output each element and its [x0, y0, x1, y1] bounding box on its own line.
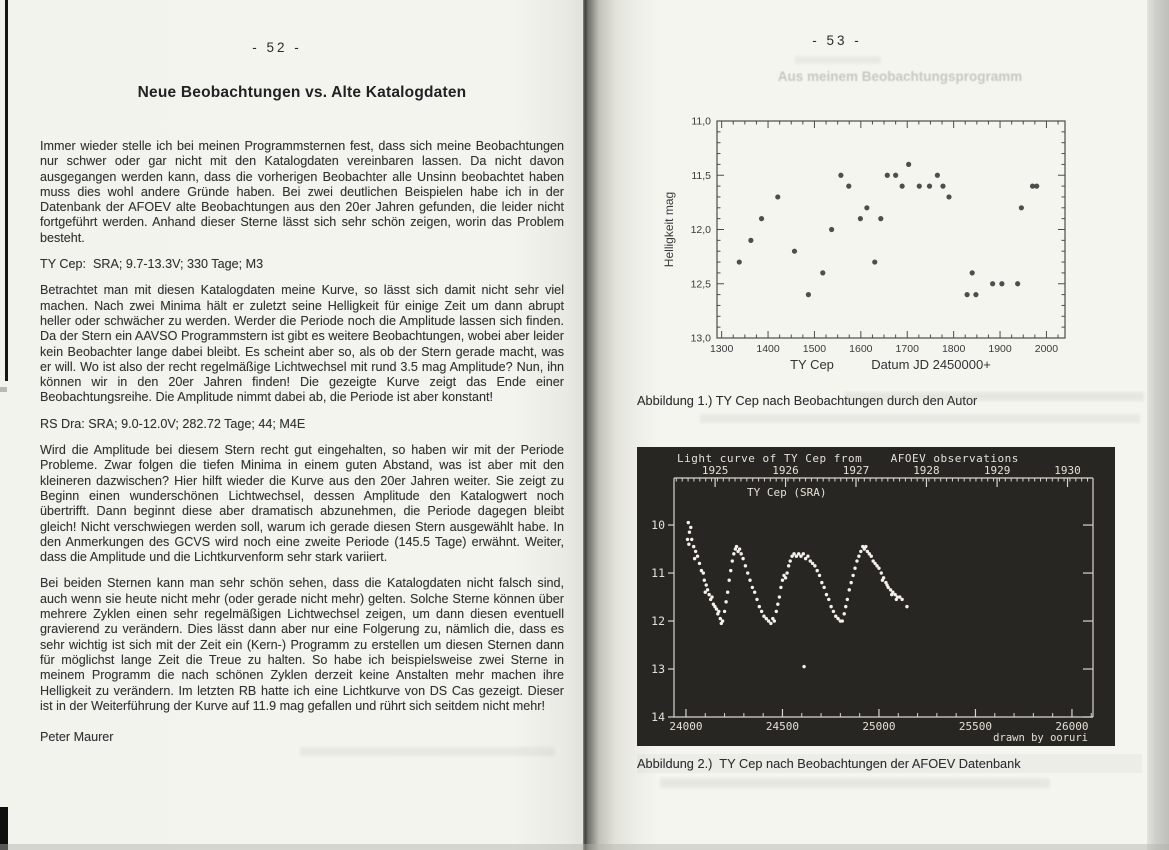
- svg-text:TY Cep (SRA): TY Cep (SRA): [747, 486, 827, 499]
- page-number-53: - 53 -: [812, 33, 862, 48]
- paragraph-intro: Immer wieder stelle ich bei meinen Programmsternen fest, dass sich meine Beobachtungen nur schwer oder gar nicht mit den Katalogdaten vereinbaren lassen. Da nicht davon ausgegangen werden kann, dass die vorherigen Beobachter alle Unsinn beobachtet haben muss dies wohl andere Gründe haben. Bei zwei deutlichen Beispielen habe ich in der Datenbank der AFOEV alte Beobachtungen aus den 20er Jahren gefunden, die leider nicht fortgeführt werden. Anhand dieser Sterne lässt sich sehr schön zeigen, worin das Problem besteht.: [40, 139, 564, 245]
- svg-text:11,0: 11,0: [691, 115, 711, 128]
- bleed-through-text-artifact: [660, 778, 1050, 788]
- svg-text:2000: 2000: [1034, 343, 1059, 355]
- svg-text:1929: 1929: [983, 464, 1011, 477]
- paragraph-rs-dra: Wird die Amplitude bei diesem Stern recht gut eingehalten, so haben wir mit der Periode Probleme. Zwar folgen die tiefen Minima in einem guten Abstand, was ist aber mit den kleineren dazwischen? Hier hilft wieder die Kurve aus den 20er Jahren weiter. Sie zeigt zu Beginn einen wunderschönen Lichtwechsel, dessen Amplitude den Katalogwert noch übertrifft. Dann beginnt diese aber dramatisch abzunehmen, die Periode dagegen bleibt gleich! Nicht verschwiegen werden soll, warum ich gerade diesen Stern ausgewählt habe. In den Anmerkungen des GCVS wird noch eine zweite Periode (145.5 Tage) erwähnt. Weiter, dass die Amplitude und die Lichtkurvenform sehr stark variiert.: [40, 443, 564, 565]
- svg-text:12,0: 12,0: [690, 224, 711, 236]
- bleed-through-heading: Aus meinem Beobachtungsprogramm: [777, 69, 1023, 84]
- binder-dash-artifact: [0, 387, 7, 392]
- svg-text:1300: 1300: [709, 343, 734, 355]
- svg-text:13,0: 13,0: [690, 332, 711, 345]
- svg-text:25000: 25000: [862, 720, 896, 733]
- svg-text:14: 14: [651, 710, 665, 724]
- svg-text:Helligkeit mag: Helligkeit mag: [662, 191, 676, 268]
- figure1-caption: Abbildung 1.) TY Cep nach Beobachtungen durch den Autor: [637, 393, 978, 408]
- catalog-line-ty-cep: TY Cep: SRA; 9.7-13.3V; 330 Tage; M3: [40, 257, 264, 272]
- svg-text:1930: 1930: [1054, 464, 1081, 477]
- svg-text:24000: 24000: [669, 720, 703, 733]
- svg-text:11,5: 11,5: [691, 169, 711, 182]
- bleed-through-header-artifact: [795, 56, 881, 64]
- bottom-scan-edge: [0, 844, 1169, 850]
- article-body: [40, 139, 564, 756]
- svg-text:Datum JD 2450000+: Datum JD 2450000+: [871, 357, 991, 372]
- svg-text:1500: 1500: [802, 343, 827, 355]
- svg-text:12: 12: [651, 614, 665, 629]
- bleed-through-text-artifact: [700, 414, 1140, 423]
- svg-text:1400: 1400: [756, 343, 780, 355]
- svg-text:1927: 1927: [842, 464, 870, 477]
- author-signature: Peter Maurer: [40, 730, 114, 745]
- svg-text:1926: 1926: [772, 464, 799, 477]
- svg-text:25500: 25500: [958, 720, 993, 733]
- page-number-52: - 52 -: [252, 40, 302, 55]
- svg-text:11: 11: [651, 566, 665, 581]
- svg-text:TY Cep: TY Cep: [790, 357, 834, 372]
- figure2-scatter-chart: [637, 447, 1115, 746]
- catalog-line-rs-dra: RS Dra: SRA; 9.0-12.0V; 282.72 Tage; 44; M4E: [40, 416, 306, 431]
- figure1-scatter-chart: [640, 105, 1090, 405]
- svg-text:1800: 1800: [941, 343, 966, 355]
- svg-text:1925: 1925: [701, 464, 729, 477]
- bleed-through-text-artifact: [300, 747, 555, 756]
- svg-text:1900: 1900: [988, 343, 1012, 355]
- svg-text:1600: 1600: [849, 343, 873, 355]
- svg-text:10: 10: [651, 518, 665, 533]
- svg-text:26000: 26000: [1055, 720, 1089, 733]
- paragraph-conclusion: Bei beiden Sternen kann man sehr schön sehen, dass die Katalogdaten nicht falsch sind, auch wenn sie heute nicht mehr (oder gerade nicht mehr) gelten. Solche Sterne können über mehrere Zyklen einen sehr regelmäßigen Lichtwechsel zeigen, um dann diesen eventuell gravierend zu verändern. Dies lässt dann aber nur eine Folgerung zu, nämlich die, dass es sehr wichtig ist sich mit der Zeit ein (Kern-) Programm zu erstellen um diesen Sternen dann für möglichst lange Zeit die Treue zu halten. So habe ich beispielsweise zwei Sterne in meinem Programm die nach schönen Zyklen derzeit keine Anstalten mehr machen ihre Helligkeit zu verändern. Im letzten RB hatte ich eine Lichtkurve von DS Cas gezeigt. Dieser ist in der Weiterführung der Kurve auf 11.9 mag gefallen und rührt sich seitdem nicht mehr!: [40, 576, 564, 713]
- right-scan-edge: [1147, 0, 1169, 850]
- article-title: Neue Beobachtungen vs. Alte Katalogdaten: [137, 84, 467, 101]
- bleed-through-text-artifact: [844, 392, 1144, 401]
- svg-text:drawn by ooruri: drawn by ooruri: [993, 732, 1088, 744]
- svg-text:Light curve of TY Cep from: Light curve of TY Cep from AFOEV observations: [677, 452, 1019, 465]
- svg-text:12,5: 12,5: [690, 278, 711, 291]
- paragraph-ty-cep: Betrachtet man mit diesen Katalogdaten meine Kurve, so lässt sich damit nicht sehr viel machen. Nach zwei Minima hält er zuletzt seine Helligkeit für einige Zeit um dann abrupt heller oder schwächer zu werden. Werder die Periode noch die Amplitude lassen sich finden. Da der Stern ein AAVSO Programmstern ist gibt es weitere Beobachtungen, wobei aber leider kein Beobachter lange dabei bleibt. Es scheint aber so, als ob der Stern gerade macht, was er will. Wo ist also der recht regelmäßige Lichtwechsel mit rund 3.5 mag Amplitude? Nun, ihn können wir in den 20er Jahren finden! Die gezeigte Kurve zeigt das Ende einer Beobachtungsreihe. Die Amplitude nimmt dabei ab, die Periode ist aber konstant!: [40, 283, 564, 405]
- figure2-caption: Abbildung 2.) TY Cep nach Beobachtungen der AFOEV Datenbank: [637, 754, 1142, 773]
- svg-text:24500: 24500: [765, 720, 800, 733]
- figure2-dark-plate: [637, 447, 1115, 746]
- page-gutter-shadow: [583, 0, 637, 850]
- svg-text:1700: 1700: [895, 343, 919, 355]
- svg-text:1928: 1928: [913, 464, 940, 477]
- svg-text:13: 13: [651, 662, 665, 677]
- binder-line-artifact: [5, 0, 8, 381]
